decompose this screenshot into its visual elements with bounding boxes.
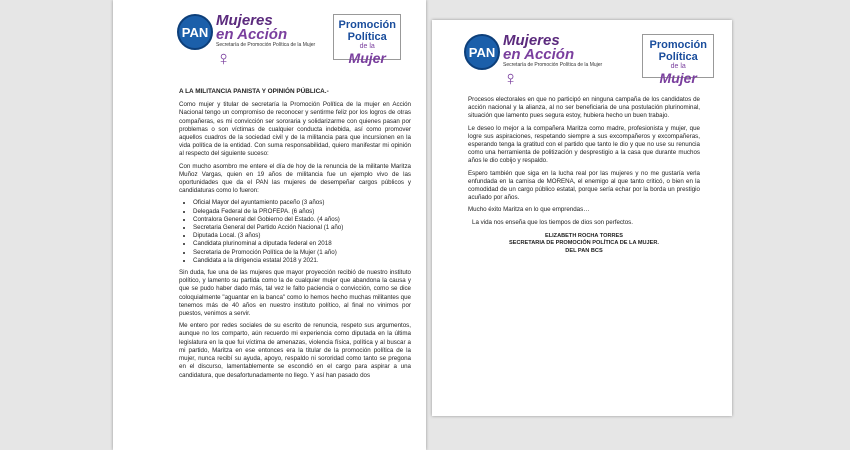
mujeres-en-accion-logo: Mujeres en Acción Secretaría de Promoción Política de la Mujer ♀ [216, 12, 316, 70]
letter-body-1 [179, 88, 411, 384]
signer-title: SECRETARIA DE PROMOCIÓN POLÍTICA DE LA MUJER. [508, 240, 659, 247]
pan-logo: PAN [177, 14, 213, 50]
signature-block [468, 233, 700, 255]
promocion-politica-logo: Promoción Política de la Mujer [642, 34, 714, 78]
paragraph: Me entero por redes sociales de su escrito de renuncia, respeto sus argumentos, aunque no los comparto, aún recuerdo mi experiencia como diputada en la última legislatura en la que fui víctima de amenazas, violencia física, política y al buscar a mi partido, Maritza en ese entonces era la titular de la promoción política de la mujer, nunca recibí su ayuda, apoyo, respaldo ni sororidad como tanto se pregona en el discurso, lamentablemente se escondió en el cargo para aspirar a una candidatura, que desafortunadamente no llego. Y así han pasado dos [179, 322, 411, 379]
letter-page-2 [432, 20, 732, 416]
venus-icon: ♀ [503, 68, 518, 90]
paragraph: Sin duda, fue una de las mujeres que mayor proyección recibió de nuestro instituto político, y lamento su partida como la de cualquier mujer que abandona la causa y que se pudo haber dado más, tal vez le falto paciencia o convicción, como se dice coloquialmente "aguantar en la banca" como lo hemos hecho muchas militantes que tenemos más de 40 años en nuestro instituto político, al final no vinimos por puestos, venimos a servir. [179, 269, 411, 318]
list-item: • Delegada Federal de la PROFEPA. (6 años) [193, 208, 411, 216]
paragraph: Espero también que siga en la lucha real por las mujeres y no me gustaría verla enfundada en la camisa de MORENA, el enemigo al que tanto criticó, o bien en la comodidad de un cargo público estatal, porque sería echar por la borda un prestigio acuñado por años. [468, 169, 700, 202]
header-logos [177, 14, 401, 68]
paragraph: Mucho éxito Maritza en lo que emprendas… [468, 206, 590, 214]
paragraph: La vida nos enseña que los tiempos de dios son perfectos. [472, 218, 633, 226]
list-item: • Candidata a la dirigencia estatal 2018 y 2021. [193, 257, 411, 265]
mujeres-en-accion-logo: Mujeres en Acción Secretaría de Promoción Política de la Mujer ♀ [503, 32, 603, 90]
signer-name: ELIZABETH ROCHA TORRES [544, 232, 623, 239]
list-item: • Diputada Local. (3 años) [193, 232, 411, 240]
list-item: • Oficial Mayor del ayuntamiento paceño (3 años) [193, 199, 411, 207]
paragraph: Con mucho asombro me entere el día de hoy de la renuncia de la militante Maritza Muñoz Vargas, quien en 19 años de militancia fue un ejemplo vivo de las oportunidades que da el PAN las mujeres de desempeñar cargos públicos y candidaturas como lo fueron: [179, 162, 411, 195]
pan-logo: PAN [464, 34, 500, 70]
paragraph: Procesos electorales en que no participó en ninguna campaña de los candidatos de acción nacional y la alianza, al no ser beneficiaria de una postulación plurinominal, situación que lamento pues segura estoy, hubiera hecho un buen trabajo. [468, 96, 700, 120]
letter-page-1 [113, 0, 426, 450]
venus-icon: ♀ [216, 48, 231, 70]
list-item: • Secretaria General del Partido Acción Nacional (1 año) [193, 224, 411, 232]
positions-list [179, 199, 411, 265]
letter-heading: A LA MILITANCIA PANISTA Y OPINIÓN PÚBLICA.- [179, 88, 329, 95]
paragraph: Como mujer y titular de secretaría la Promoción Política de la mujer en Acción Nacional tengo un compromiso de reconocer y sentirme feliz por los logros de otras compañeras, es mi convicción ser sororaria y solidarizarme con quienes pasan por problemas o son víctimas de cualquier conducta indebida, así como promover aquellos cuadros de la sociedad civil y de la militancia para que incursionen en la vida política de la entidad. Con suma responsabilidad, quiero manifestar mi opinión al respecto del siguiente suceso: [179, 101, 411, 158]
letter-body-2 [468, 96, 700, 255]
signer-org: DEL PAN BCS [565, 247, 603, 254]
list-item: • Candidata plurinominal a diputada federal en 2018 [193, 240, 411, 248]
paragraph: Le deseo lo mejor a la compañera Maritza como madre, profesionista y mujer, que logre sus aspiraciones, respetando siempre a sus excompañeros y excompañeras, esperando tenga la gratitud con el partido que tanto le dio y que no use su renuncia como una herramienta de politización y desprestigio a la casa que durante muchos años le dio cobijo y respaldo. [468, 124, 700, 165]
header-logos [464, 34, 714, 88]
list-item: • Secretaria de Promoción Política de la Mujer (1 año) [193, 249, 411, 257]
list-item: • Contralora General del Gobierno del Estado. (4 años) [193, 216, 411, 224]
promocion-politica-logo: Promoción Política de la Mujer [333, 14, 401, 60]
